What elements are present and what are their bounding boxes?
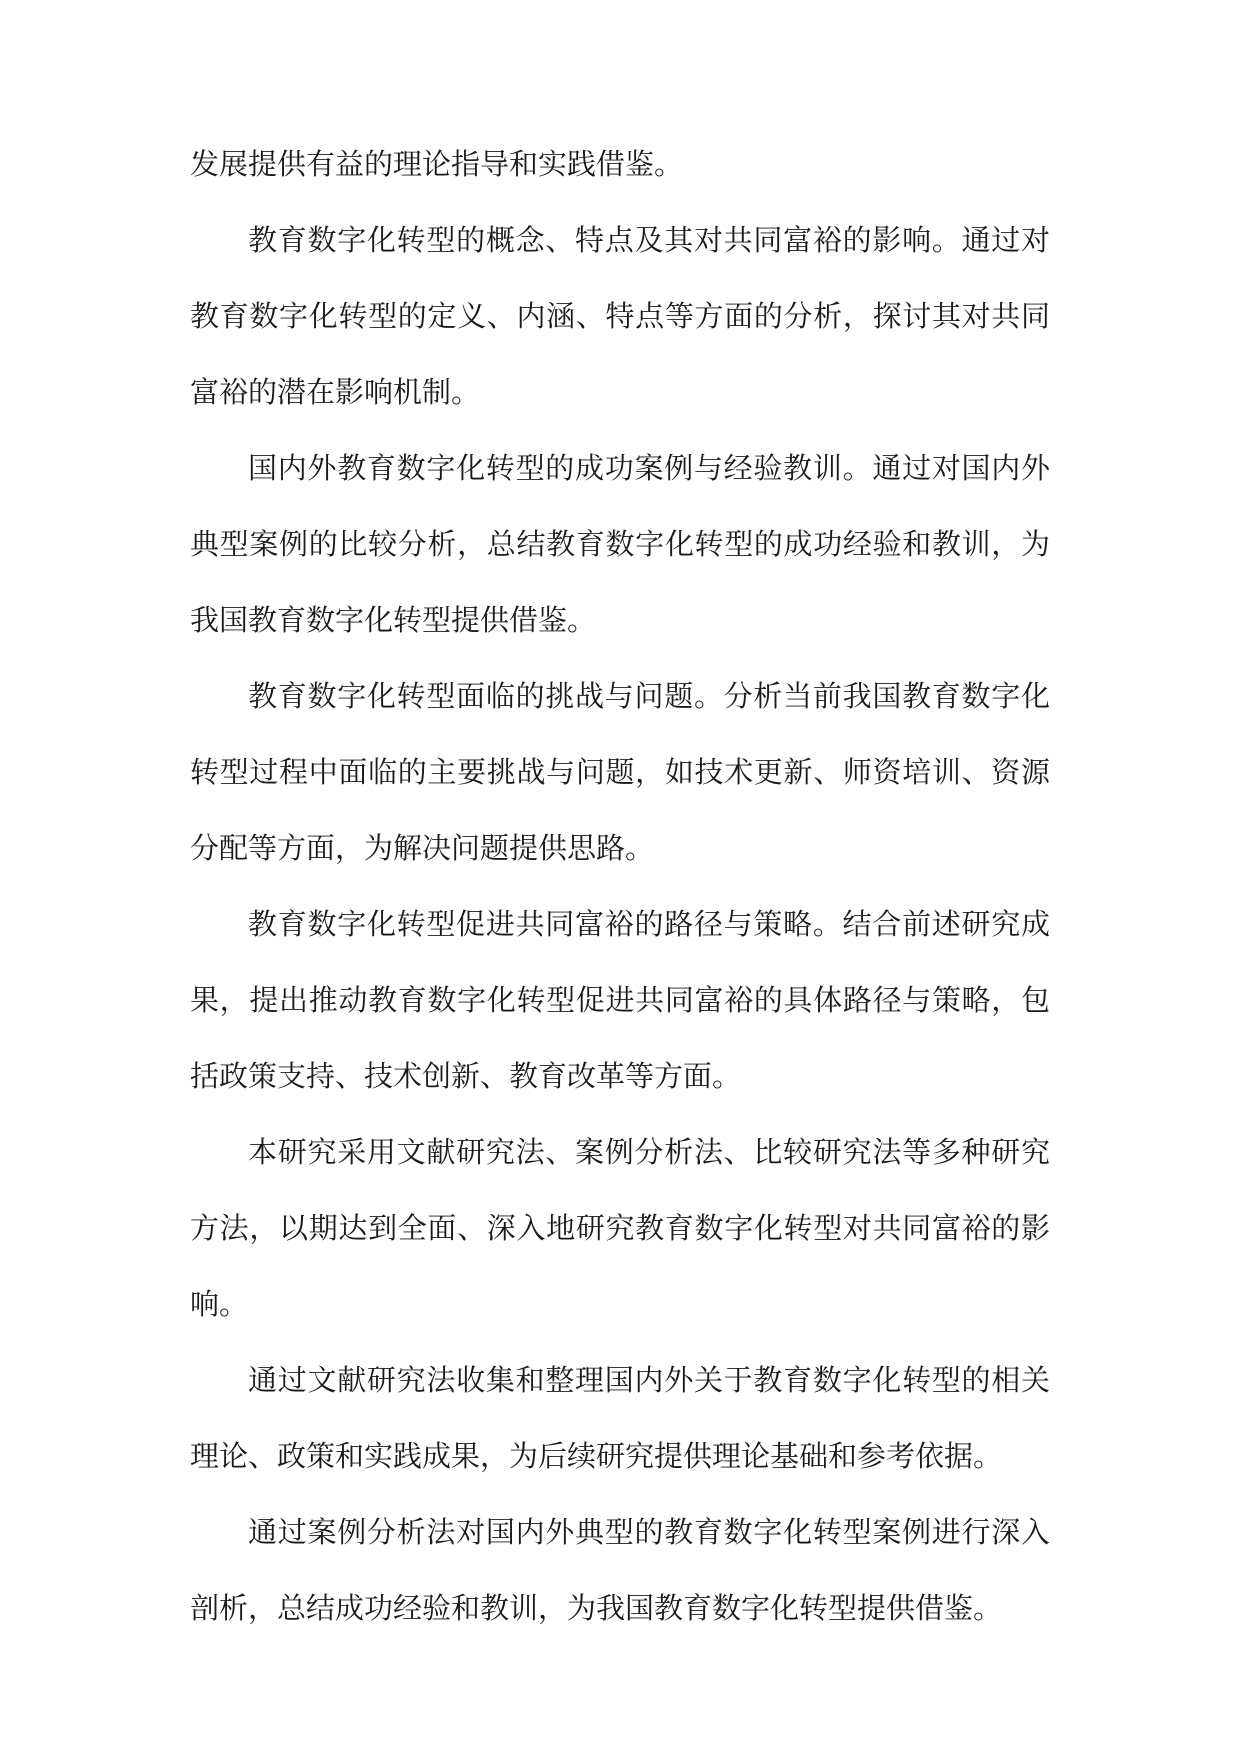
paragraph-literature-method: 通过文献研究法收集和整理国内外关于教育数字化转型的相关理论、政策和实践成果，为后续研究提供理论基础和参考依据。	[190, 1363, 1050, 1473]
paragraph-strategies: 教育数字化转型促进共同富裕的路径与策略。结合前述研究成果，提出推动教育数字化转型促进共同富裕的具体路径与策略，包括政策支持、技术创新、教育改革等方面。	[190, 907, 1050, 1093]
paragraph-concept: 教育数字化转型的概念、特点及其对共同富裕的影响。通过对教育数字化转型的定义、内涵、特点等方面的分析，探讨其对共同富裕的潜在影响机制。	[190, 223, 1050, 409]
paragraph-methods: 本研究采用文献研究法、案例分析法、比较研究法等多种研究方法，以期达到全面、深入地研究教育数字化转型对共同富裕的影响。	[190, 1135, 1050, 1321]
paragraph-challenges: 教育数字化转型面临的挑战与问题。分析当前我国教育数字化转型过程中面临的主要挑战与问题，如技术更新、师资培训、资源分配等方面，为解决问题提供思路。	[190, 679, 1050, 865]
paragraph-continuation: 发展提供有益的理论指导和实践借鉴。	[190, 147, 684, 181]
paragraph-cases: 国内外教育数字化转型的成功案例与经验教训。通过对国内外典型案例的比较分析，总结教育数字化转型的成功经验和教训，为我国教育数字化转型提供借鉴。	[190, 451, 1050, 637]
body-text	[190, 126, 1050, 1646]
paragraph-case-method: 通过案例分析法对国内外典型的教育数字化转型案例进行深入剖析，总结成功经验和教训，为我国教育数字化转型提供借鉴。	[190, 1515, 1050, 1625]
